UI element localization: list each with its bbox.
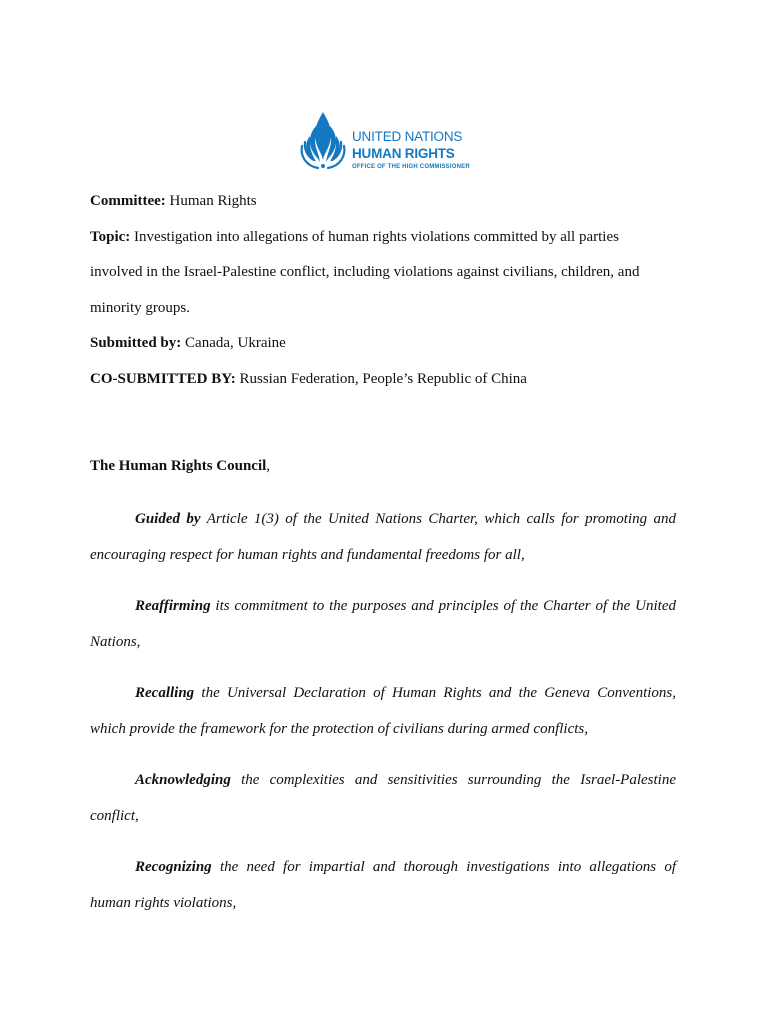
topic-text-2: involved in the Israel-Palestine conflict, including violations against civilians, children, and [90,264,640,280]
cosubmitted-label: CO-SUBMITTED BY: [90,371,236,387]
committee-value: Human Rights [169,193,257,209]
clause-operative: Recognizing [135,859,212,875]
cosubmitted-line [90,371,680,388]
clause-text-2: encouraging respect for human rights and fundamental freedoms for all, [90,547,525,563]
logo-line-3: OFFICE OF THE HIGH COMMISSIONER [352,164,470,170]
topic-text-3: minority groups. [90,300,190,316]
clause-text-1: the complexities and sensitivities surrounding the Israel-Palestine [241,772,677,788]
clause-text-1: the Universal Declaration of Human Rights and the Geneva Conventions, [201,685,676,701]
topic-line-1 [90,229,680,246]
submitted-value: Canada, Ukraine [185,335,286,351]
topic-line-2 [90,264,680,281]
flame-emblem-icon [296,110,350,174]
clause-text-1: its commitment to the purposes and principles of the Charter of the United [215,598,676,614]
logo-line-1: UNITED NATIONS [352,129,463,144]
council-heading [90,458,680,475]
committee-line [90,193,680,210]
preambular-clause [90,770,676,842]
committee-label: Committee: [90,193,166,209]
clause-line-1 [90,857,676,893]
clause-text-2: Nations, [90,634,141,650]
clause-line-1 [90,509,676,545]
topic-text-1: Investigation into allegations of human rights violations committed by all parties [134,229,619,245]
cosubmitted-value: Russian Federation, People’s Republic of China [239,371,527,387]
preambular-clause [90,857,676,929]
council-name: The Human Rights Council [90,458,267,474]
un-human-rights-logo [296,110,476,174]
clause-text-2: which provide the framework for the protection of civilians during armed conflicts, [90,721,588,737]
clause-line-1 [90,596,676,632]
preambular-clause [90,509,676,581]
clause-text-1: Article 1(3) of the United Nations Charter, which calls for promoting and [206,511,676,527]
clause-text-2: human rights violations, [90,895,237,911]
clause-operative: Recalling [135,685,195,701]
clause-operative: Guided by [135,511,201,527]
council-punct: , [266,458,271,474]
clause-text-2: conflict, [90,808,139,824]
clause-text-1: the need for impartial and thorough investigations into allegations of [219,859,677,875]
submitted-label: Submitted by: [90,335,182,351]
clause-line-1 [90,683,676,719]
topic-line-3 [90,300,680,317]
clause-operative: Reaffirming [135,598,211,614]
topic-label: Topic: [90,229,131,245]
preambular-clause [90,683,676,755]
clause-line-1 [90,770,676,806]
submitted-line [90,335,680,352]
preambular-clause [90,596,676,668]
logo-line-2: HUMAN RIGHTS [352,146,455,161]
clause-operative: Acknowledging [135,772,231,788]
